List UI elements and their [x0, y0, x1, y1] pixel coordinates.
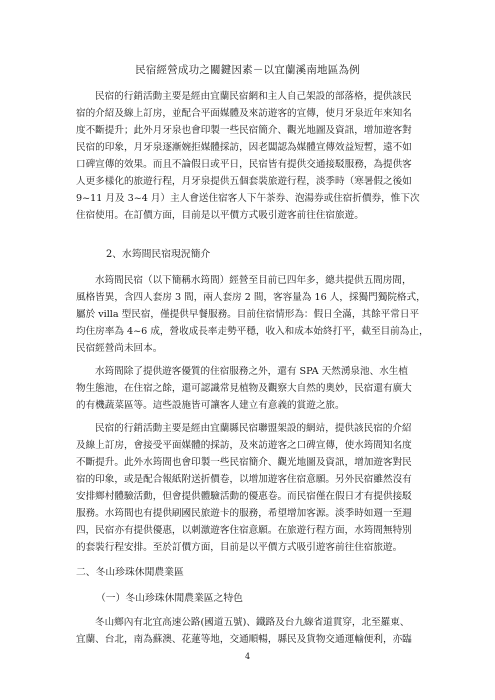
- text-line: 民宿經營尚未回本。: [76, 343, 163, 354]
- text-line: 不斷提升。此外水筠間也會印製一些民宿簡介、觀光地圖及資訊，增加遊客對民: [76, 457, 412, 468]
- text-line: 冬山鄉內有北宜高速公路(國道五號)、鐵路及台九線省道貫穿，北至羅東、: [95, 617, 410, 628]
- paragraph-shuijunjian-facilities: [76, 363, 430, 414]
- text-line: 均住房率為 4~6 成，營收成長率走勢平穩，收入和成本始終打平，截至目前為止，: [76, 326, 429, 337]
- text-line: 宿的介紹及線上訂房，並配合平面媒體及來訪遊客的宣傳，使月牙泉近年來知名: [76, 108, 412, 119]
- text-line: 人更多樣化的旅遊行程，月牙泉提供五個套裝旅遊行程，淡季時（寒暑假之後如: [76, 176, 412, 187]
- text-line: 水筠間民宿（以下簡稱水筠間）經營至目前已四年多，總共提供五間房間，: [95, 275, 412, 286]
- paragraph-minsu-marketing-yueyaquan: [76, 88, 430, 224]
- subsection-heading-features: （一）冬山珍珠休閒農業區之特色: [96, 593, 243, 604]
- text-line: 四，民宿亦有提供優惠，以刺激遊客住宿意願。在旅遊行程方面，水筠間無特別: [76, 525, 412, 536]
- document-title: 民宿經營成功之關鍵因素－以宜蘭溪南地區為例: [135, 64, 360, 76]
- text-line: 的套裝行程安排。至於訂價方面，目前是以平價方式吸引遊客前往住宿旅遊。: [76, 542, 403, 553]
- paragraph-shuijunjian-marketing: [76, 420, 430, 556]
- text-line: 住宿使用。在訂價方面，目前是以平價方式吸引遊客前往住宿旅遊。: [76, 210, 364, 221]
- text-line: 民宿的行銷活動主要是經由宜蘭縣民宿聯盟架設的網站，提供該民宿的介紹: [95, 423, 412, 434]
- page-number: 4: [244, 652, 251, 661]
- section-heading-shuijunjian: 2、水筠間民宿現況簡介: [106, 249, 211, 260]
- text-line: 民宿的印象，月牙泉逐漸婉拒媒體採訪，因老闆認為媒體宣傳效益短暫，遠不如: [76, 142, 412, 153]
- text-line: 度不斷提升；此外月牙泉也會印製一些民宿簡介、觀光地圖及資訊，增加遊客對: [76, 125, 412, 136]
- text-line: 9~11 月及 3~4 月）主人會送住宿客人下午茶券、泡湯券或住宿折價券，惟下次: [76, 193, 420, 204]
- section-heading-dongshan: 二、冬山珍珠休閒農業區: [76, 567, 184, 578]
- text-line: 口碑宣傳的效果。而且不論假日或平日，民宿皆有提供交通接駁服務，為提供客: [76, 159, 412, 170]
- text-line: 水筠間除了提供遊客優質的住宿服務之外，還有 SPA 天然湧泉池、水生植: [95, 366, 408, 377]
- text-line: 服務。水筠間也有提供刷國民旅遊卡的服務，希望增加客源。淡季時如週一至週: [76, 508, 412, 519]
- paragraph-dongshan-transport: [76, 614, 430, 648]
- text-line: 民宿的行銷活動主要是經由宜蘭民宿網和主人自己架設的部落格，提供該民: [95, 91, 412, 102]
- text-line: 風格皆異，含四人套房 3 間，兩人套房 2 間，客容量為 16 人，採獨門獨院格式，: [76, 292, 426, 303]
- text-line: 及線上訂房，會接受平面媒體的採訪，及來訪遊客之口碑宣傳，使水筠間知名度: [76, 440, 412, 451]
- text-line: 屬於 villa 型民宿，僅提供早餐服務。目前住宿情形為：假日全滿，其餘平常日平: [76, 309, 420, 320]
- text-line: 的有機蔬菜區等。這些設施皆可讓客人建立有意義的賞遊之旅。: [76, 400, 345, 411]
- text-line: 物生態池，在住宿之餘，還可認識常見植物及觀察大自然的奧妙，民宿還有廣大: [76, 383, 412, 394]
- text-line: 安排鄉村體驗活動，但會提供體驗活動的優惠卷。而民宿僅在假日才有提供接駁: [76, 491, 412, 502]
- paragraph-shuijunjian-overview: [76, 272, 430, 357]
- text-line: 宿的印象，或是配合報紙附送折價卷，以增加遊客住宿意願。另外民宿雖然沒有: [76, 474, 412, 485]
- text-line: 宜蘭、台北，南為蘇澳、花蓮等地，交通順暢，縣民及貨物交通運輸便利，亦臨: [76, 634, 412, 645]
